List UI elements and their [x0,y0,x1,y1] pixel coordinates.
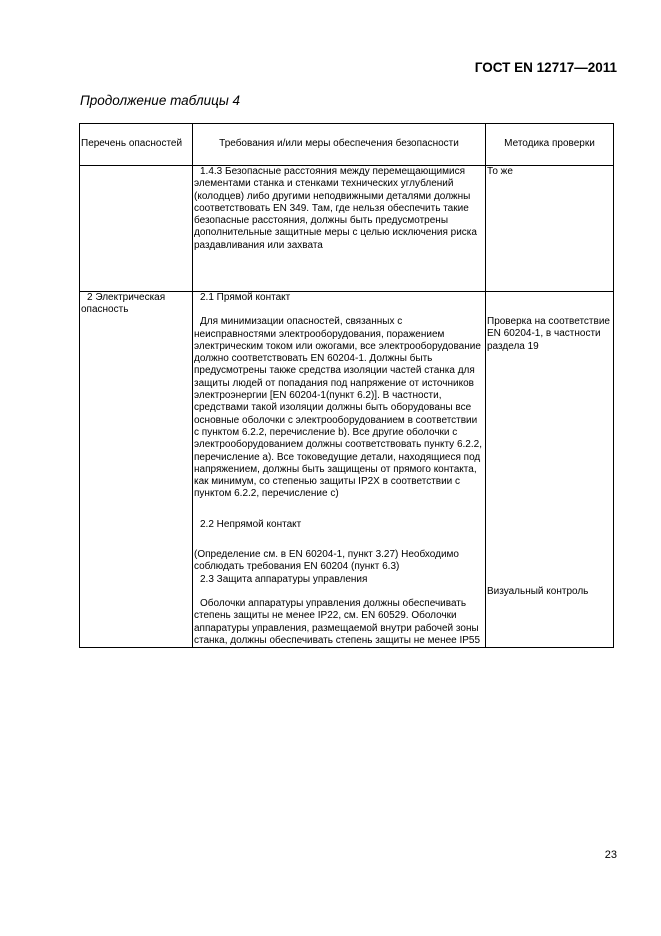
document-code: ГОСТ EN 12717—2011 [474,60,617,75]
header-method: Методика проверки [486,124,614,166]
section-2-1-text: Для минимизации опасностей, связанных с неисправностями электрооборудования, поражением электрическим током или ожогами, все электрооборудование должно соответствовать EN 60204-1. Должны быть предусмотрены также средства изоляции частей станка для защиты людей от попадания под напряжение от источников электроэнергии [EN 60204-1(пункт 6.2)]. В частности, средствами такой изоляции должны быть оборудованы все основные оболочки с электрооборудованием в соответствии с пунктом 6.2.2, перечисление b). Все другие оболочки с электрооборудованием должны соответствовать пункту 6.2.2, перечисление a). Все токоведущие детали, находящиеся под напряжением, должны быть защищены от прямого контакта, как минимум, со степенью защиты IP2X в соответствии с пунктом 6.2.2, перечисление c) [194,316,482,500]
method-text: То же [487,166,513,177]
header-hazards: Перечень опасностей [80,124,193,166]
section-2-2-text: (Определение см. в EN 60204-1, пункт 3.27) Необходимо соблюдать требования EN 60204 (пункт 6.3) [194,549,459,573]
page-number: 23 [604,849,617,861]
section-2-3-title: 2.3 Защита аппаратуры управления [200,573,368,585]
requirement-1-4-3: 1.4.3 Безопасные расстояния между перемещающимися элементами станка и стенками технических углублений (колодцев) либо другими неподвижными деталями должны соответствовать EN 349. Там, где нельзя обеспечить такие безопасные расстояния, должны быть предусмотрены дополнительные защитные меры с целью исключения риска раздавливания или захвата [194,166,477,251]
hazard-cell [80,166,193,292]
method-cell [486,166,614,292]
hazards-table [79,123,614,648]
requirement-cell [193,166,486,292]
section-2-1-title: 2.1 Прямой контакт [200,292,291,303]
method-2-3: Визуальный контроль [487,585,589,597]
hazard-electrical: 2 Электрическая опасность [81,292,166,316]
section-2-3-text: Оболочки аппаратуры управления должны обеспечивать степень защиты не менее IP22, см. EN 60529. Оболочки аппаратуры управления, размещаемой внутри рабочей зоны станка, должны обеспечивать степень защиты не менее IP55 [194,597,481,646]
header-requirements: Требования и/или меры обеспечения безопасности [193,124,486,166]
table-caption: Продолжение таблицы 4 [80,93,241,108]
method-2-1: Проверка на соответствие EN 60204-1, в частности раздела 19 [487,316,610,352]
table-row [80,166,614,292]
table-row [80,292,614,648]
requirement-cell [193,292,486,648]
method-cell [486,292,614,648]
hazard-cell [80,292,193,648]
section-2-2-title: 2.2 Непрямой контакт [200,518,302,530]
table-header-row [80,124,614,166]
